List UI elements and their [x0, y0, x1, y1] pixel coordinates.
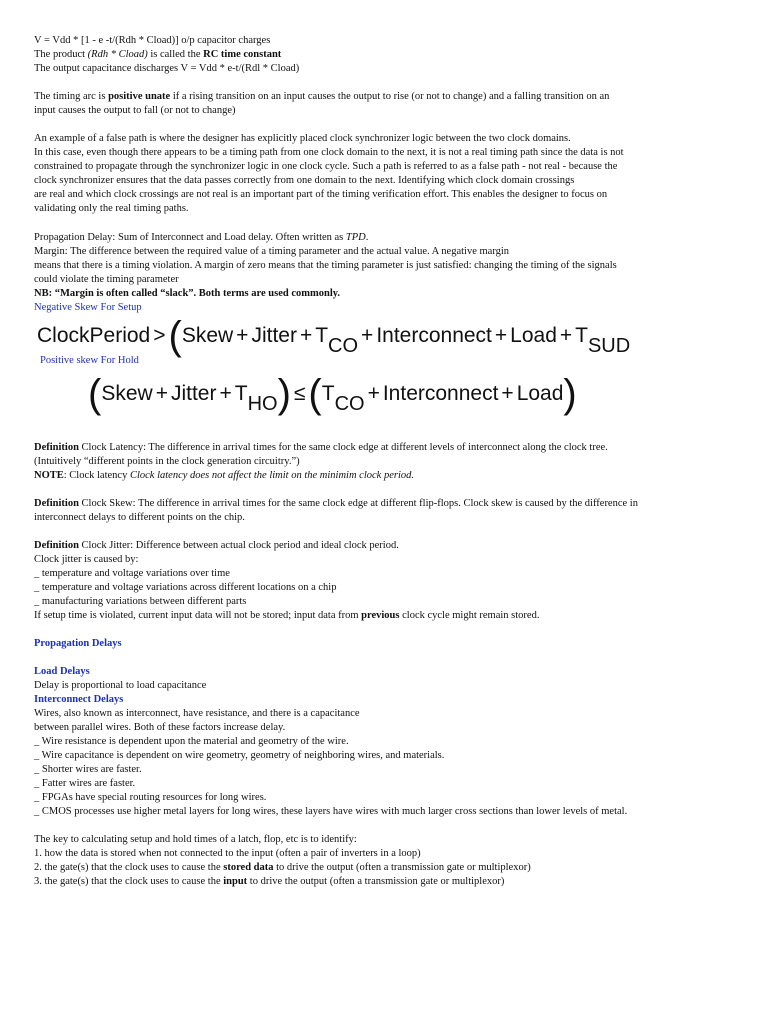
text-line: (Intuitively “different points in the clock generation circuitry.”)	[34, 456, 300, 467]
text-line: interconnect delays to different points on the chip.	[34, 512, 245, 523]
list-item: _ temperature and voltage variations across different locations on a chip	[34, 582, 337, 593]
list-item: _ Wire resistance is dependent upon the material and geometry of the wire.	[34, 736, 349, 747]
text-line: validating only the real timing paths.	[34, 203, 189, 214]
text-line: means that there is a timing violation. A margin of zero means that the timing parameter is just satisfied: changing the timing of the signals	[34, 260, 617, 271]
heading-interconnect-delays: Interconnect Delays	[34, 694, 124, 705]
text-line: are real and which clock crossings are not real is an important part of the timing verification effort. This enables the designer to focus on	[34, 189, 608, 200]
list-item: _ FPGAs have special routing resources for long wires.	[34, 792, 267, 803]
heading-propagation-delays: Propagation Delays	[34, 638, 122, 649]
list-item: 3. the gate(s) that the clock uses to cause the input to drive the output (often a transmission gate or multiplexor)	[34, 876, 505, 887]
text-line: The timing arc is positive unate if a rising transition on an input causes the output to rise (or not to change) and a falling transition on an	[34, 91, 610, 102]
list-item: _ manufacturing variations between different parts	[34, 596, 247, 607]
text-line: Definition Clock Skew: The difference in arrival times for the same clock edge at different flip-flops. Clock skew is caused by the difference in	[34, 498, 638, 509]
list-item: _ CMOS processes use higher metal layers for long wires, these layers have wires with much larger cross sections than lower levels of metal.	[34, 806, 628, 817]
text-line: The product (Rdh * Cload) is called the RC time constant	[34, 49, 282, 60]
list-item: 2. the gate(s) that the clock uses to cause the stored data to drive the output (often a transmission gate or multiplexor)	[34, 862, 531, 873]
text-line: NOTE: Clock latency Clock latency does not affect the limit on the minimim clock period.	[34, 470, 414, 481]
text-line: could violate the timing parameter	[34, 274, 179, 285]
hold-formula: (Skew + Jitter + THO) ≤(TCO + Interconnect + Load)	[88, 372, 577, 416]
text-line: V = Vdd * [1 - e -t/(Rdh * Cload)] o/p capacitor charges	[34, 35, 271, 46]
text-line: In this case, even though there appears to be a timing path from one clock domain to the next, it is not a real timing path since the data is not	[34, 147, 624, 158]
list-item: _ temperature and voltage variations over time	[34, 568, 230, 579]
text-line: input causes the output to fall (or not to change)	[34, 105, 236, 116]
list-item: _ Wire capacitance is dependent on wire geometry, geometry of neighboring wires, and materials.	[34, 750, 445, 761]
list-item: _ Fatter wires are faster.	[34, 778, 136, 789]
text-line: Clock jitter is caused by:	[34, 554, 139, 565]
text-line: constrained to propagate through the synchronizer logic in one clock cycle. Such a path is referred to as a false path - not real - because the	[34, 161, 618, 172]
text-line: Propagation Delay: Sum of Interconnect and Load delay. Often written as TPD.	[34, 232, 369, 243]
text-line: Definition Clock Latency: The difference in arrival times for the same clock edge at different levels of interconnect along the clock tree.	[34, 442, 608, 453]
text-line: between parallel wires. Both of these factors increase delay.	[34, 722, 286, 733]
setup-formula: ClockPeriod >(Skew + Jitter + TCO + Interconnect + Load + TSUD	[37, 314, 631, 358]
text-line: Delay is proportional to load capacitance	[34, 680, 207, 691]
list-item: 1. how the data is stored when not connected to the input (often a pair of inverters in a loop)	[34, 848, 421, 859]
setup-label: Negative Skew For Setup	[34, 302, 142, 313]
text-line: clock synchronizer ensures that the data passes correctly from one domain to the next. Identifying which clock domain crossings	[34, 175, 575, 186]
text-line: The key to calculating setup and hold times of a latch, flop, etc is to identify:	[34, 834, 357, 845]
text-line: An example of a false path is where the designer has explicitly placed clock synchronizer logic between the two clock domains.	[34, 133, 571, 144]
text-line: The output capacitance discharges V = Vdd * e-t/(Rdl * Cload)	[34, 63, 300, 74]
text-line: Wires, also known as interconnect, have resistance, and there is a capacitance	[34, 708, 360, 719]
text-line: Margin: The difference between the required value of a timing parameter and the actual value. A negative margin	[34, 246, 510, 257]
nb-note: NB: “Margin is often called “slack”. Both terms are used commonly.	[34, 288, 341, 299]
text-line: Definition Clock Jitter: Difference between actual clock period and ideal clock period.	[34, 540, 399, 551]
text-line: If setup time is violated, current input data will not be stored; input data from previous clock cycle might remain stored.	[34, 610, 540, 621]
heading-load-delays: Load Delays	[34, 666, 90, 677]
hold-label: Positive skew For Hold	[40, 355, 139, 366]
list-item: _ Shorter wires are faster.	[34, 764, 142, 775]
